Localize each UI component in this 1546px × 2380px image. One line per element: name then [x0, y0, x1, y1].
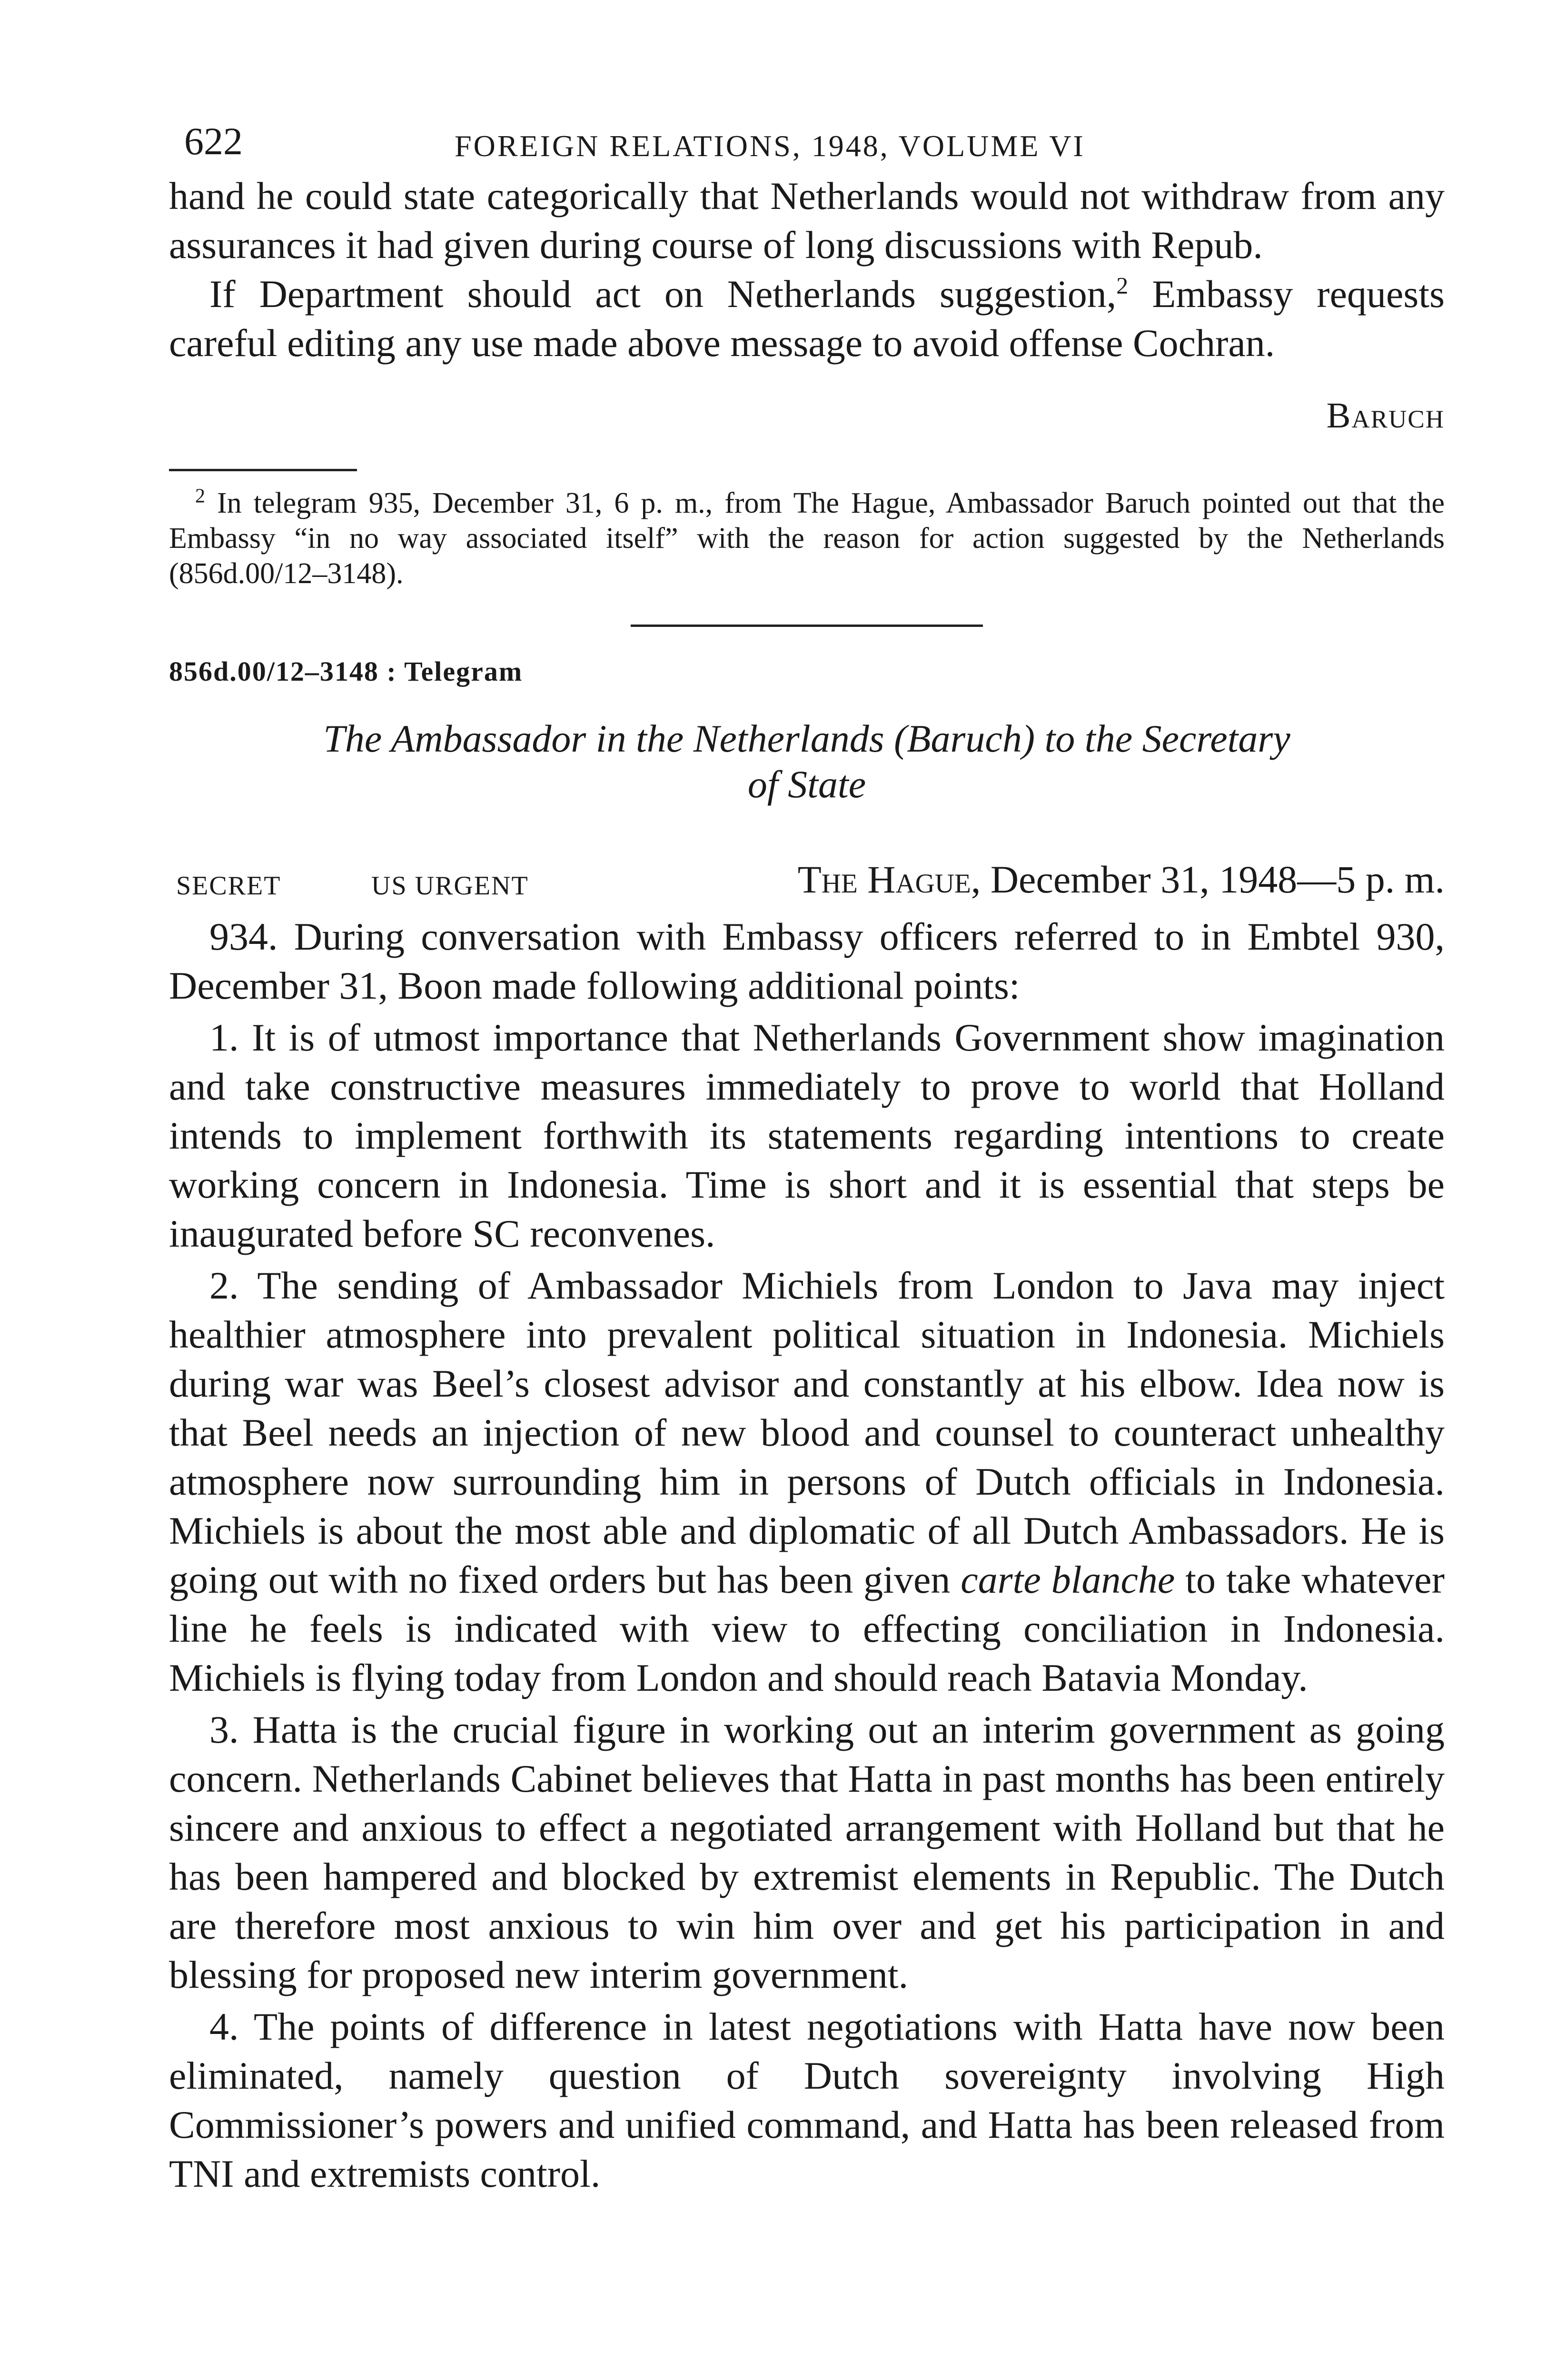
- document-title: [193, 716, 1421, 807]
- section-separator: [631, 625, 983, 627]
- document-title-line-2: of State: [747, 763, 866, 806]
- department-paragraph: [169, 269, 1445, 367]
- department-text: If Department should act on Netherlands suggestion,: [209, 272, 1117, 316]
- point-2: [169, 1261, 1445, 1702]
- place: The Hague: [797, 858, 971, 901]
- point-2-italic: carte blanche: [961, 1558, 1175, 1601]
- footnote-rule: [169, 469, 357, 471]
- telegram-intro: 934. During conversation with Embassy officers referred to in Embtel 930, December 31, Boon made following additional points:: [169, 915, 1445, 1007]
- place-and-date: [798, 857, 1445, 902]
- point-4: 4. The points of difference in latest negotiations with Hatta have now been eliminated, namely question of Dutch sovereignty involving High Commissioner’s powers and unified command, and Hatta has been released from TNI and extremists control.: [169, 2005, 1445, 2195]
- classification-urgent: US URGENT: [371, 871, 529, 901]
- classification-secret: SECRET: [176, 871, 281, 901]
- point-1: 1. It is of utmost importance that Netherlands Government show imagination and take constructive measures immediately to prove to world that Holland intends to implement forthwith its statements regarding intentions to create working concern in Indonesia. Time is short and it is essential that steps be inaugurated before SC reconvenes.: [169, 1016, 1445, 1255]
- file-reference: 856d.00/12–3148 : Telegram: [169, 656, 523, 687]
- page-header: [169, 114, 1445, 171]
- running-head: FOREIGN RELATIONS, 1948, VOLUME VI: [455, 129, 1085, 163]
- footnote-reference: 2: [1116, 272, 1129, 299]
- footnote: [169, 486, 1445, 591]
- dateline: [169, 857, 1445, 912]
- document-title-line-1: The Ambassador in the Netherlands (Baruch) to the Secretary: [323, 717, 1290, 760]
- footnote-text: In telegram 935, December 31, 6 p. m., from The Hague, Ambassador Baruch pointed out that the Embassy “in no way associated itself” with the reason for action suggested by the Netherlands (856d.00/12–3148).: [169, 487, 1445, 590]
- signature: Baruch: [1326, 396, 1445, 436]
- point-3: 3. Hatta is the crucial figure in working out an interim government as going concern. Netherlands Cabinet believes that Hatta in past months has been entirely sincere and anxious to effect a negotiated arrangement with Holland but that he has been hampered and blocked by extremist elements in Republic. The Dutch are therefore most anxious to win him over and get his participation in and blessing for proposed new interim government.: [169, 1708, 1445, 1996]
- page: [169, 114, 1445, 2198]
- footnote-mark: 2: [195, 485, 205, 507]
- department-text-rest: Embassy requests careful editing any use made above message to avoid offense Cochran.: [169, 272, 1445, 365]
- date: , December 31, 1948—5 p. m.: [971, 858, 1445, 901]
- point-2-text-rest: to take whatever line he feels is indicated with view to effecting conciliation in Indonesia. Michiels is flying today from London and should reach Batavia Monday.: [169, 1558, 1445, 1699]
- page-number: 622: [184, 119, 243, 163]
- continuation-paragraph: hand he could state categorically that Netherlands would not withdraw from any assurances it had given during course of long discussions with Repub.: [169, 174, 1445, 267]
- point-2-text: 2. The sending of Ambassador Michiels from London to Java may inject healthier atmosphere into prevalent political situation in Indonesia. Michiels during war was Beel’s closest advisor and constantly at his elbow. Idea now is that Beel needs an injection of new blood and counsel to counteract unhealthy atmosphere now surrounding him in persons of Dutch officials in Indonesia. Michiels is about the most able and diplomatic of all Dutch Ambassadors. He is going out with no fixed orders but has been given: [169, 1264, 1445, 1601]
